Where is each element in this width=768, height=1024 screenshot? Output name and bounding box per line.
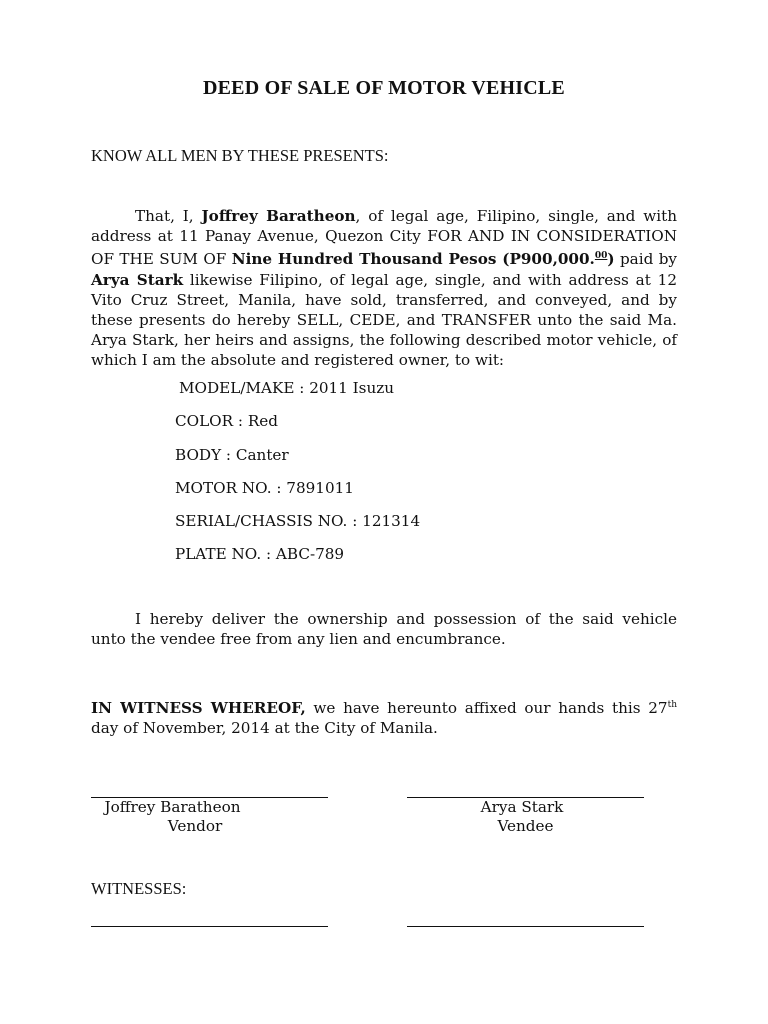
vehicle-color: COLOR : Red	[175, 412, 278, 431]
day-ordinal-suffix: th	[667, 700, 677, 710]
vehicle-motor-no: MOTOR NO. : 7891011	[175, 478, 354, 497]
witness-whereof-paragraph	[91, 695, 677, 738]
vehicle-details	[175, 378, 420, 578]
vendee-name: Arya Stark	[91, 270, 184, 289]
p3-text-1: we have hereunto affixed our hands this 27	[305, 699, 668, 718]
greeting: KNOW ALL MEN BY THESE PRESENTS:	[91, 146, 389, 165]
delivery-text: I hereby deliver the ownership and possession of the said vehicle unto the vendee free from any lien and encumbrance.	[91, 610, 677, 649]
witnesses-label: WITNESSES:	[91, 879, 187, 898]
vehicle-serial-chassis-no: SERIAL/CHASSIS NO. : 121314	[175, 512, 421, 531]
p3-text-2: day of November, 2014 at the City of Manila.	[91, 719, 438, 738]
witness-1-signature-line[interactable]	[91, 926, 328, 927]
vehicle-body: BODY : Canter	[175, 445, 289, 464]
amount-centavos: 00	[594, 251, 608, 262]
consideration-paragraph	[91, 206, 677, 371]
amount-words: Nine Hundred Thousand Pesos	[231, 250, 497, 269]
amount-figure: (P900,000.	[496, 250, 595, 269]
vehicle-model-make: MODEL/MAKE : 2011 Isuzu	[179, 379, 395, 397]
vendor-name: Joffrey Baratheon	[201, 207, 356, 225]
p1-text-1: That, I,	[135, 207, 202, 225]
witness-2-signature-line[interactable]	[407, 926, 644, 927]
vendor-signature-name: Joffrey Baratheon	[104, 798, 241, 816]
witness-whereof-lead: IN WITNESS WHEREOF,	[91, 699, 306, 718]
vendee-signature-name: Arya Stark	[480, 798, 564, 816]
p1-text-3: paid by	[614, 250, 677, 269]
p1-text-2: , of legal age, Filipino, single, and with address at 11 Panay Avenue, Quezon City FOR AND IN CONSIDERATION OF THE SUM OF	[91, 207, 677, 269]
vehicle-plate-no: PLATE NO. : ABC-789	[175, 545, 345, 564]
amount-close: )	[607, 250, 615, 269]
document-title: DEED OF SALE OF MOTOR VEHICLE	[203, 77, 565, 99]
vendor-signature-role: Vendor	[167, 817, 223, 835]
delivery-paragraph	[91, 609, 677, 649]
vendee-signature-role: Vendee	[497, 817, 554, 835]
p1-text-4: likewise Filipino, of legal age, single, and with address at 12 Vito Cruz Street, Manila, have sold, transferred, and conveyed, and by these presents do hereby SELL, CEDE, and TRANSFER unto the said Ma. Arya Stark, her heirs and assigns, the following described motor vehicle, of which I am the absolute and registered owner, to wit:	[91, 270, 677, 370]
